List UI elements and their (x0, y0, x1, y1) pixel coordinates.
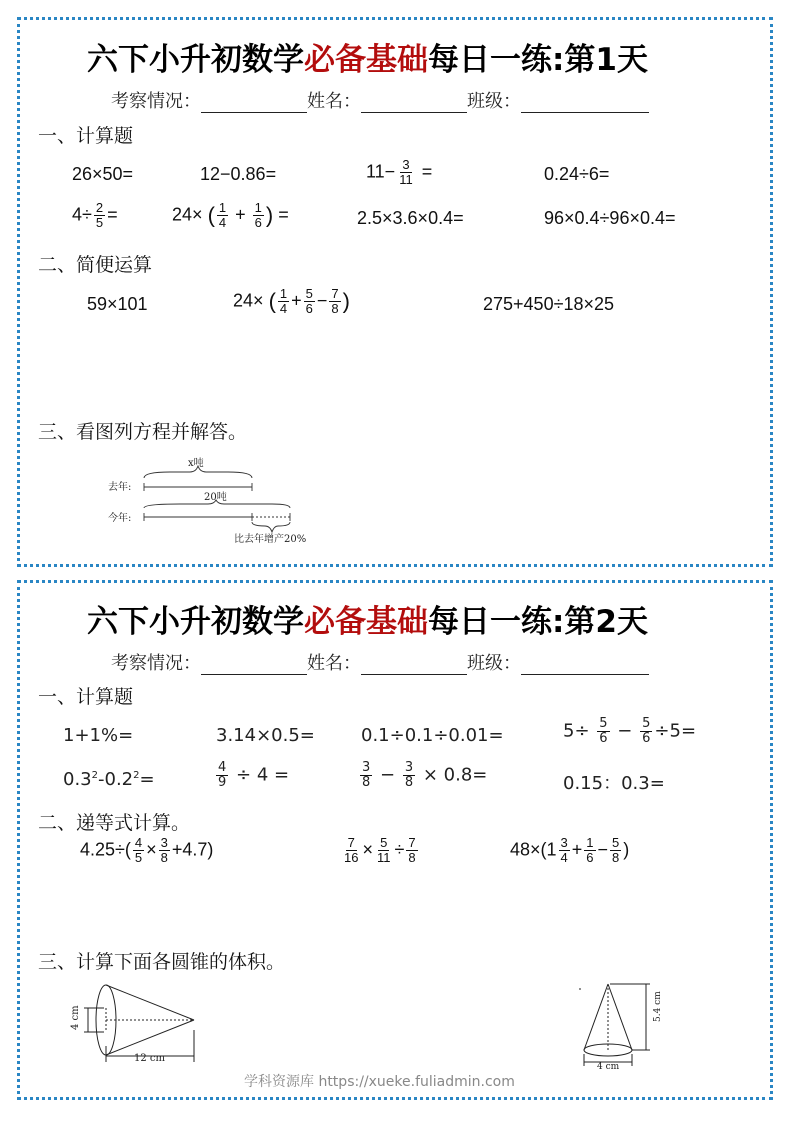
day2-section-3-heading: 三、计算下面各圆锥的体积。 (38, 951, 286, 973)
day1-simplify-2: 24× ( $\frac{1}{4}$ + $\frac{5}{6}$ − $\frac{7}{8}$ ) (233, 286, 350, 316)
day1-q2: 12−0.86= (200, 164, 277, 184)
diagram-x-label: x吨 (188, 458, 204, 469)
day2-title: 六下小升初数学必备基础每日一练:第2天 (87, 604, 648, 640)
day1-simplify-1: 59×101 (87, 294, 148, 314)
day1-section-3-heading: 三、看图列方程并解答。 (38, 421, 248, 443)
day1-q5: 4÷ $\frac{2}{5}$ = (72, 200, 118, 230)
day2-q7: $\frac{3}{8}$ − $\frac{3}{8}$ × 0.8= (362, 760, 488, 790)
cone1-length-label: 12 cm (134, 1053, 165, 1064)
tonnage-comparison-diagram (100, 450, 340, 550)
cone2-diameter-label: 4 cm (597, 1062, 620, 1072)
day2-q3: 0.1÷0.1÷0.01= (361, 725, 504, 746)
day1-q4: 0.24÷6= (544, 164, 610, 184)
day1-section-1-heading: 一、计算题 (38, 125, 134, 147)
day2-q4: 5÷ $\frac{5}{6}$ − $\frac{5}{6}$ ÷5= (563, 716, 697, 746)
day2-q5: $0.3^2-0.2^2=$ (63, 769, 155, 790)
cone-horizontal-figure (60, 980, 210, 1065)
cone1-height-label: 4 cm (70, 1005, 81, 1030)
day1-info-row: 考察情况： 姓名： 班级： (111, 87, 649, 113)
diagram-this-year-label: 今年: (108, 513, 132, 524)
day2-q8: 0.15：0.3= (563, 773, 665, 794)
day1-q8: 96×0.4÷96×0.4= (544, 208, 676, 228)
day2-section-2-heading: 二、递等式计算。 (38, 812, 191, 834)
day2-q6: $\frac{4}{9}$ ÷ 4 = (218, 760, 290, 790)
day1-section-2-heading: 二、简便运算 (38, 254, 153, 276)
day2-info-row: 考察情况： 姓名： 班级： (111, 649, 649, 675)
cone-upright-figure (570, 980, 663, 1075)
day1-q1: 26×50= (72, 164, 134, 184)
day1-simplify-3: 275+450÷18×25 (483, 294, 615, 314)
day1-title: 六下小升初数学必备基础每日一练:第1天 (87, 42, 648, 78)
day2-expr-1: 4.25÷( $\frac{4}{5}$ × $\frac{3}{8}$ +4.7) (80, 835, 214, 865)
footer-source-text: 学科资源库 https://xueke.fuliadmin.com (244, 1074, 515, 1090)
day2-q1: 1+1%= (63, 725, 134, 746)
diagram-note-label: 比去年增产20% (234, 534, 307, 545)
day2-section-1-heading: 一、计算题 (38, 686, 134, 708)
day2-q2: 3.14×0.5= (216, 725, 315, 746)
day1-q3: 11− $\frac{3}{11}$ = (366, 157, 433, 187)
day1-q7: 2.5×3.6×0.4= (357, 208, 464, 228)
diagram-20t-label: 20吨 (204, 492, 227, 503)
cone2-height-label: 5.4 cm (653, 991, 663, 1022)
day2-expr-3: 48×(1 $\frac{3}{4}$ + $\frac{1}{6}$ − $\frac{5}{8}$ ) (510, 835, 630, 865)
day1-q6: 24× ( $\frac{1}{4}$ + $\frac{1}{6}$ ) = (172, 200, 289, 230)
day2-expr-2: $\frac{7}{16}$ × $\frac{5}{11}$ ÷ $\frac{7}{8}$ (344, 835, 416, 865)
diagram-last-year-label: 去年: (108, 482, 132, 493)
